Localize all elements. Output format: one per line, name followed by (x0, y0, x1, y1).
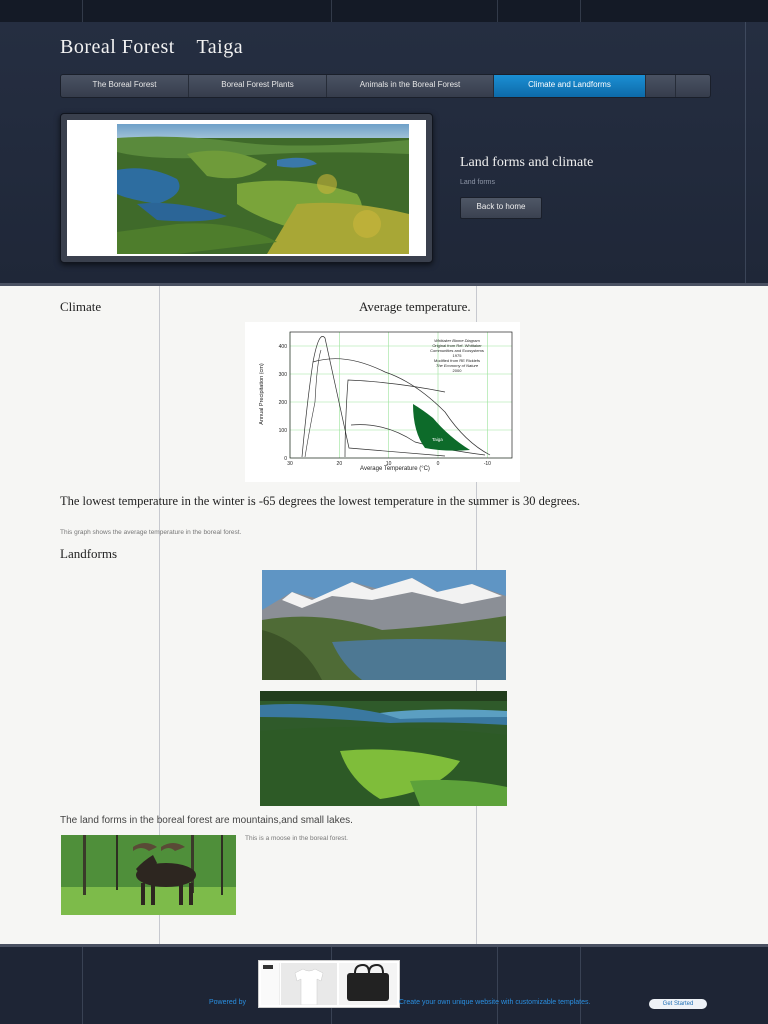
divider-line (497, 0, 498, 22)
chart-annotation-line: The Economy of Nature (435, 363, 479, 368)
x-axis-label: Average Temperature (°C) (360, 466, 430, 472)
divider-line (331, 0, 332, 22)
main-nav (60, 74, 711, 98)
powered-by-text[interactable]: Powered by (209, 999, 246, 1006)
x-tick-label: -10 (483, 461, 491, 467)
site-title[interactable]: Boreal Forest Taiga (60, 36, 244, 58)
y-axis-label: Annual Precipitation (cm) (259, 363, 265, 425)
forest-lakes-photo (260, 691, 507, 806)
moose-caption: This is a moose in the boreal forest. (245, 835, 348, 842)
climate-heading: Climate (60, 299, 102, 314)
divider-line (497, 947, 498, 1024)
chart-annotation-line: Communities and Ecosystems (430, 348, 484, 353)
landforms-text: The land forms in the boreal forest are mountains,and small lakes. (60, 815, 353, 826)
average-temperature-heading: Average temperature. (359, 299, 471, 314)
nav-item-animals[interactable]: Animals in the Boreal Forest (327, 75, 494, 97)
divider-line (580, 0, 581, 22)
chart-annotation-line: Whittaker Biome Diagram (434, 338, 480, 343)
chart-annotation-line: 2000 (452, 368, 462, 373)
divider-line (82, 947, 83, 1024)
hero-image-frame (60, 113, 433, 263)
x-tick-label: 20 (336, 461, 343, 467)
top-band (0, 0, 768, 23)
landforms-heading: Landforms (60, 546, 118, 561)
y-tick-label: 200 (278, 400, 287, 406)
y-tick-label: 400 (278, 344, 287, 350)
ad-logo-icon (263, 965, 273, 969)
nav-item-plants[interactable]: Boreal Forest Plants (189, 75, 327, 97)
moose-photo (61, 835, 236, 915)
ad-banner[interactable] (258, 960, 400, 1008)
ad-tshirt-image (281, 963, 337, 1005)
back-to-home-button[interactable]: Back to home (460, 197, 542, 219)
whittaker-biome-chart (245, 322, 520, 482)
hero-subtext: Land forms (460, 179, 496, 186)
x-tick-label: 10 (385, 461, 392, 467)
divider-line (580, 947, 581, 1024)
graph-caption: This graph shows the average temperature in the boreal forest. (60, 529, 242, 536)
mountain-lake-photo (262, 570, 506, 680)
divider-line (82, 0, 83, 22)
divider-line (745, 22, 746, 283)
y-tick-label: 0 (284, 456, 287, 462)
chart-annotation-line: 1975 (452, 353, 462, 358)
hero-image-mat (67, 120, 426, 256)
y-tick-label: 300 (278, 372, 287, 378)
get-started-button[interactable]: Get Started (649, 999, 707, 1009)
ad-bag-image (339, 963, 397, 1005)
temperature-text: The lowest temperature in the winter is -65 degrees the lowest temperature in the summer is 30 degrees. (60, 494, 580, 508)
chart-annotation-line: Modified from RE Ricklefs (433, 358, 481, 363)
hero-heading: Land forms and climate (460, 155, 594, 170)
nav-item-boreal-forest[interactable]: The Boreal Forest (61, 75, 189, 97)
nav-item-more[interactable] (646, 75, 676, 97)
chart-annotation-line: Original from Ref. Whittaker (432, 343, 482, 348)
boreal-aerial-photo (117, 124, 409, 254)
ad-sidebar (261, 963, 280, 1005)
nav-item-climate[interactable]: Climate and Landforms (494, 75, 646, 97)
x-tick-label: 30 (287, 461, 293, 467)
x-tick-label: 0 (436, 461, 440, 467)
taiga-label: Taiga (432, 437, 443, 442)
promo-text[interactable]: Create your own unique website with customizable templates. (399, 999, 591, 1006)
y-tick-label: 100 (278, 428, 287, 434)
